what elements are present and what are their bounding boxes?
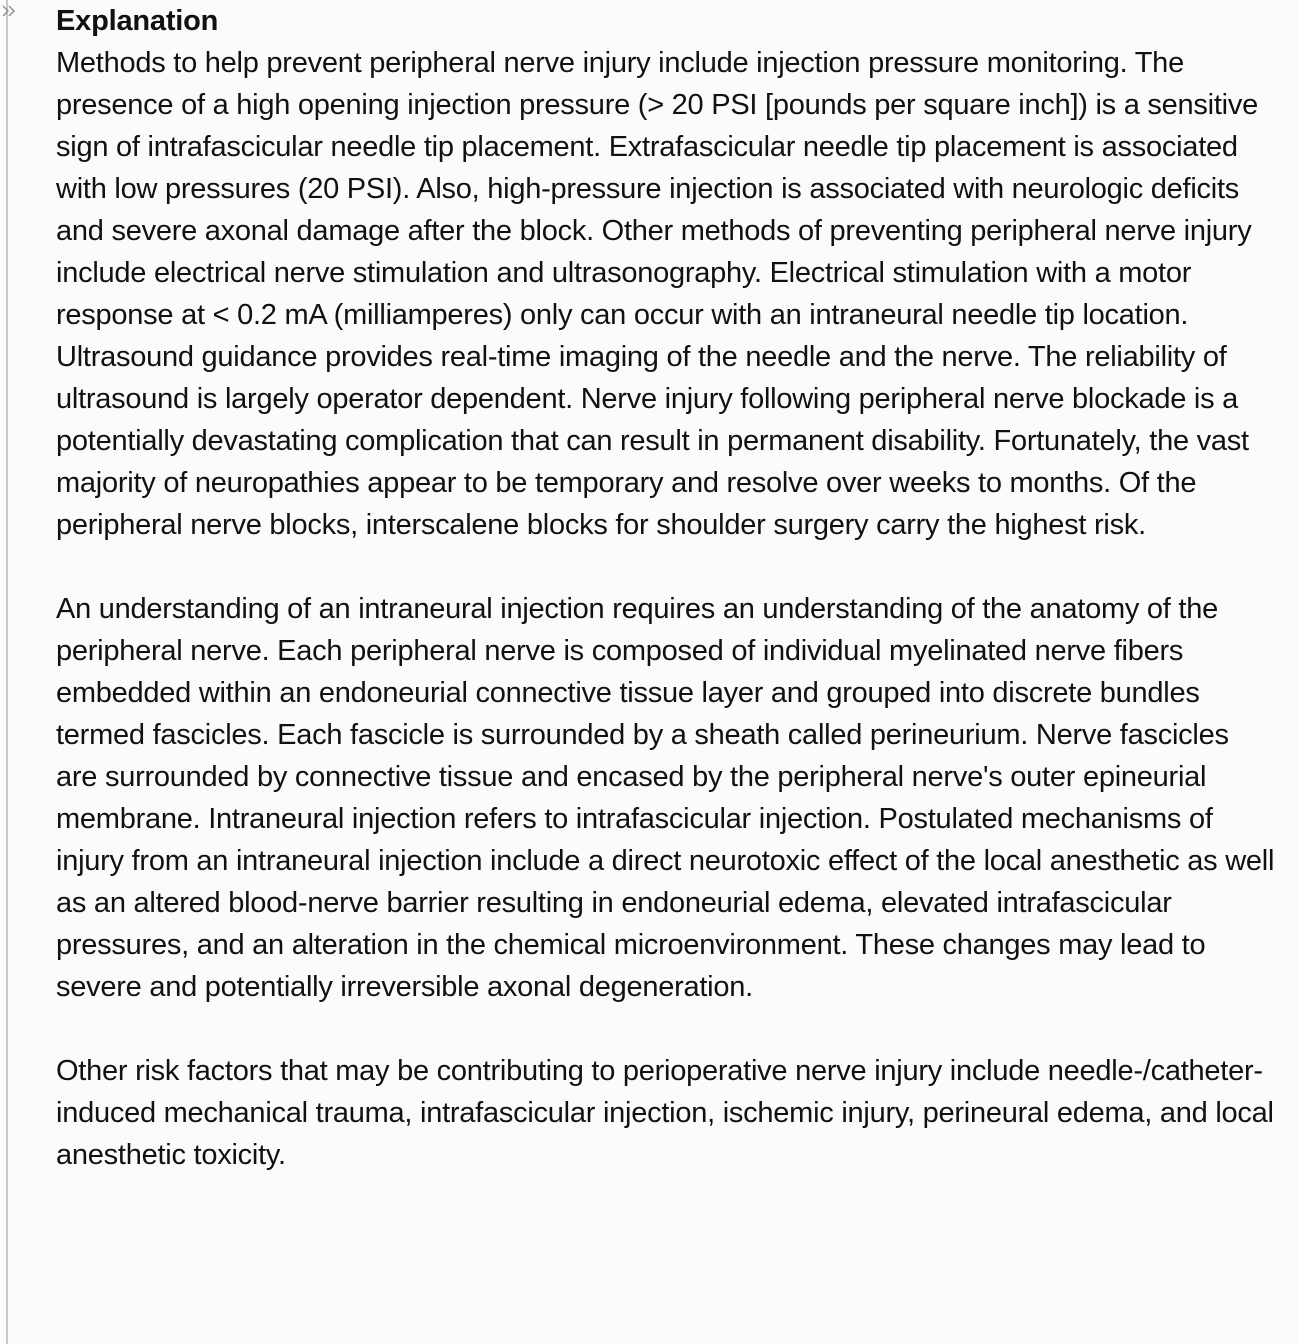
double-chevron-right-icon [0, 2, 18, 20]
explanation-paragraph-2: An understanding of an intraneural injection requires an understanding of the anatomy of the peripheral nerve. Each peripheral nerve is composed of individual myelinated nerve fibers embedded within an endoneurial connective tissue layer and grouped into discrete bundles termed fascicles. Each fascicle is surrounded by a sheath called perineurium. Nerve fascicles are surrounded by connective tissue and encased by the peripheral nerve's outer epineurial membrane. Intraneural injection refers to intrafascicular injection. Postulated mechanisms of injury from an intraneural injection include a direct neurotoxic effect of the local anesthetic as well as an altered blood-nerve barrier resulting in endoneurial edema, elevated intrafascicular pressures, and an alteration in the chemical microenvironment. These changes may lead to severe and potentially irreversible axonal degeneration. [56, 593, 1275, 1003]
explanation-paragraph-3: Other risk factors that may be contributing to perioperative nerve injury include needle-/catheter-induced mechanical trauma, intrafascicular injection, ischemic injury, perineural edema, and local anesthetic toxicity. [56, 1055, 1274, 1171]
expand-toggle-button[interactable] [0, 0, 20, 22]
explanation-panel [56, 0, 1276, 1176]
side-rail [0, 0, 8, 1344]
explanation-title: Explanation [56, 5, 219, 37]
explanation-paragraph-1: Methods to help prevent peripheral nerve injury include injection pressure monitoring. The presence of a high opening injection pressure (> 20 PSI [pounds per square inch]) is a sensitive sign of intrafascicular needle tip placement. Extrafascicular needle tip placement is associated with low pressures (20 PSI). Also, high-pressure injection is associated with neurologic deficits and severe axonal damage after the block. Other methods of preventing peripheral nerve injury include electrical nerve stimulation and ultrasonography. Electrical stimulation with a motor response at < 0.2 mA (milliamperes) only can occur with an intraneural needle tip location. Ultrasound guidance provides real-time imaging of the needle and the nerve. The reliability of ultrasound is largely operator dependent. Nerve injury following peripheral nerve blockade is a potentially devastating complication that can result in permanent disability. Fortunately, the vast majority of neuropathies appear to be temporary and resolve over weeks to months. Of the peripheral nerve blocks, interscalene blocks for shoulder surgery carry the highest risk. [56, 47, 1258, 541]
